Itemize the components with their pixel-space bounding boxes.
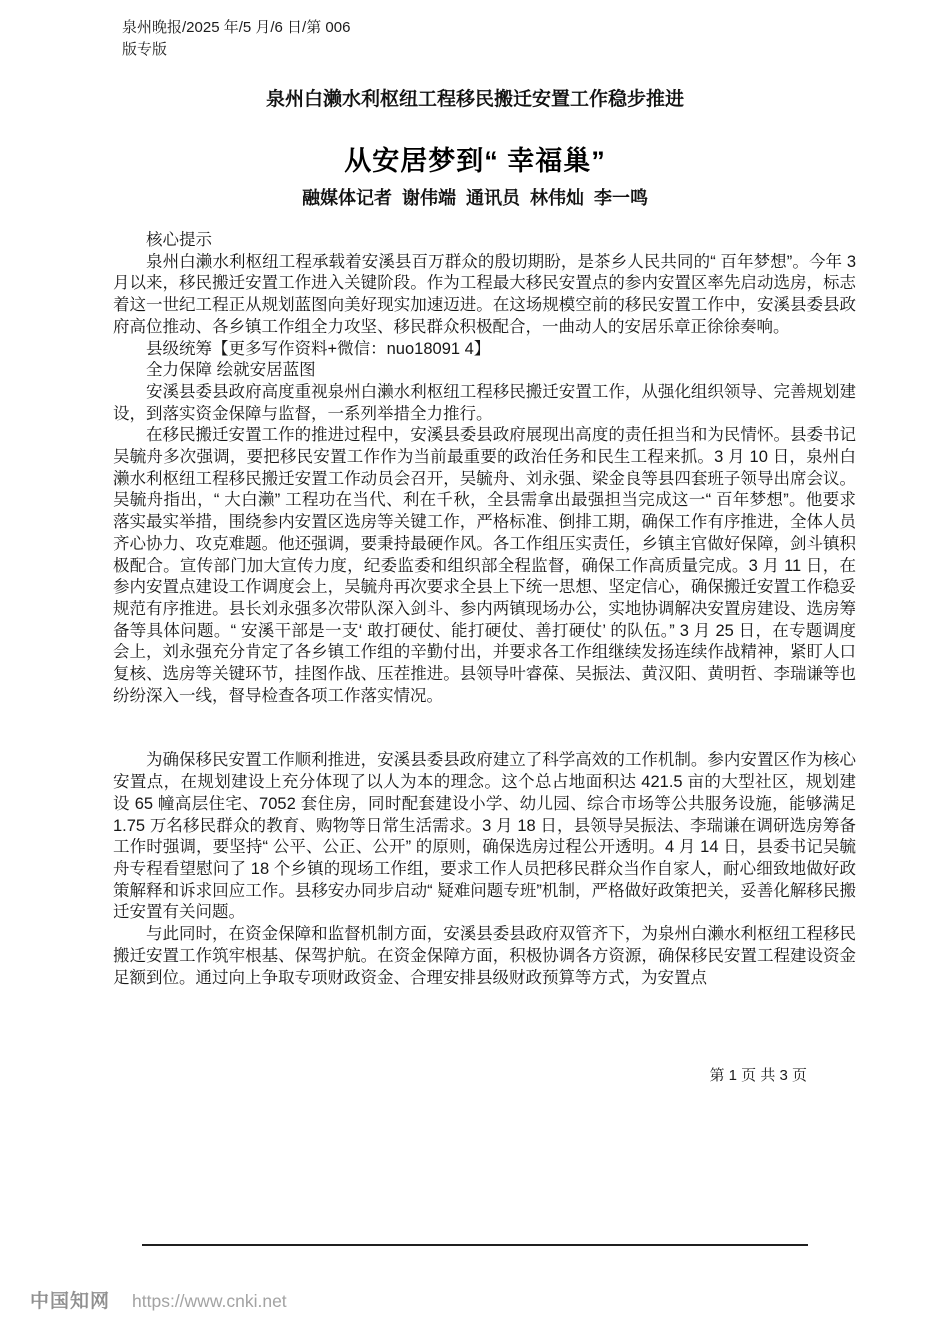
cnki-watermark bbox=[30, 1286, 287, 1313]
article-kicker: 泉州白濑水利枢纽工程移民搬迁安置工作稳步推进 bbox=[265, 89, 684, 110]
source-header bbox=[122, 17, 350, 61]
source-header-line1: 泉州晚报/2025 年/5 月/6 日/第 006 bbox=[122, 19, 351, 36]
article-paragraph: 安溪县委县政府高度重视泉州白濑水利枢纽工程移民搬迁安置工作，从强化组织领导、完善规划建设，到落实资金保障与监督，一系列举措全力推行。 bbox=[113, 382, 856, 423]
article-byline: 融媒体记者 谢伟端 通讯员 林伟灿 李一鸣 bbox=[301, 188, 648, 208]
article-body bbox=[113, 230, 856, 989]
article-paragraph: 为确保移民安置工作顺利推进，安溪县委县政府建立了科学高效的工作机制。参内安置区作为核心安置点，在规划建设上充分体现了以人为本的理念。这个总占地面积达 421.5 亩的大型社区，规划建设 65 幢高层住宅、7052 套住房，同时配套建设小学、幼儿园、综合市场等公共服务设施，能够满足 1.75 万名移民群众的教育、购物等日常生活需求。3 月 18 日，县领导吴振法、李瑞谦在调研选房筹备工作时强调，要坚持“ 公平、公正、公开” 的原则，确保选房过程公开透明。4 月 14 日，县委书记吴毓舟专程看望慰问了 18 个乡镇的现场工作组，要求工作人员把移民群众当作自家人，耐心细致地做好政策解释和诉求回应工作。县移安办同步启动“ 疑难问题专班”机制，严格做好政策把关，妥善化解移民搬迁安置有关问题。 bbox=[113, 751, 856, 922]
article-paragraph: 与此同时，在资金保障和监督机制方面，安溪县委县政府双管齐下，为泉州白濑水利枢纽工程移民搬迁安置工作筑牢根基、保驾护航。在资金保障方面，积极协调各方资源，确保移民安置工程建设资金足额到位。通过向上争取专项财政资金、合理安排县级财政预算等方式，为安置点 bbox=[113, 925, 856, 987]
source-header-line2: 版专版 bbox=[122, 41, 168, 58]
article-paragraph: 县级统筹【更多写作资料+微信：nuo18091 4】 bbox=[146, 339, 491, 358]
article-paragraph: 在移民搬迁安置工作的推进过程中，安溪县委县政府展现出高度的责任担当和为民情怀。县委书记吴毓舟多次强调，要把移民安置工作作为当前最重要的政治任务和民生工程来抓。3 月 10 日，泉州白濑水利枢纽工程移民搬迁安置工作动员会召开，吴毓舟、刘永强、梁金良等县四套班子领导出席会议。吴毓舟指出，“ 大白濑” 工程功在当代、利在千秋，全县需拿出最强担当完成这一“ 百年梦想”。他要求落实最实举措，围绕参内安置区选房等关键工作，严格标准、倒排工期，确保工作有序推进，全体人员齐心协力、攻克难题。他还强调，要秉持最硬作风。各工作组压实责任，乡镇主官做好保障，剑斗镇积极配合。宣传部门加大宣传力度，纪委监委和组织部全程监督，确保工作高质量完成。3 月 11 日，在参内安置点建设工作调度会上，吴毓舟再次要求全县上下统一思想、坚定信心，确保搬迁安置工作稳妥规范有序推进。县长刘永强多次带队深入剑斗、参内两镇现场办公，实地协调解决安置房建设、选房筹备等具体问题。“ 安溪干部是一支‘ 敢打硬仗、能打硬仗、善打硬仗’ 的队伍。” 3 月 25 日，在专题调度会上，刘永强充分肯定了各乡镇工作组的辛勤付出，并要求各工作组继续发扬连续作战精神，紧盯人口复核、选房等关键环节，挂图作战、压茬推进。县领导叶睿葆、吴振法、黄汉阳、黄明哲、李瑞谦等也纷纷深入一线，督导检查各项工作落实情况。 bbox=[113, 426, 856, 705]
article-paragraph: 泉州白濑水利枢纽工程承载着安溪县百万群众的殷切期盼，是茶乡人民共同的“ 百年梦想”。今年 3 月以来，移民搬迁安置工作进入关键阶段。作为工程最大移民安置点的参内安置区率先启动选房，标志着这一世纪工程正从规划蓝图向美好现实加速迈进。在这场规模空前的移民安置工作中，安溪县委县政府高位推动、各乡镇工作组全力攻坚、移民群众积极配合，一曲动人的安居乐章正徐徐奏响。 bbox=[113, 252, 856, 336]
article-paragraph: 核心提示 bbox=[146, 231, 212, 249]
cnki-brand-label: 中国知网 bbox=[30, 1291, 111, 1312]
article-title: 从安居梦到“ 幸福巢” bbox=[344, 146, 606, 177]
cnki-url-link[interactable]: https://www.cnki.net bbox=[132, 1291, 287, 1311]
article-paragraph: 全力保障 绘就安居蓝图 bbox=[146, 361, 316, 380]
footer-divider bbox=[142, 1244, 808, 1246]
page-number: 第 1 页 共 3 页 bbox=[709, 1067, 807, 1084]
